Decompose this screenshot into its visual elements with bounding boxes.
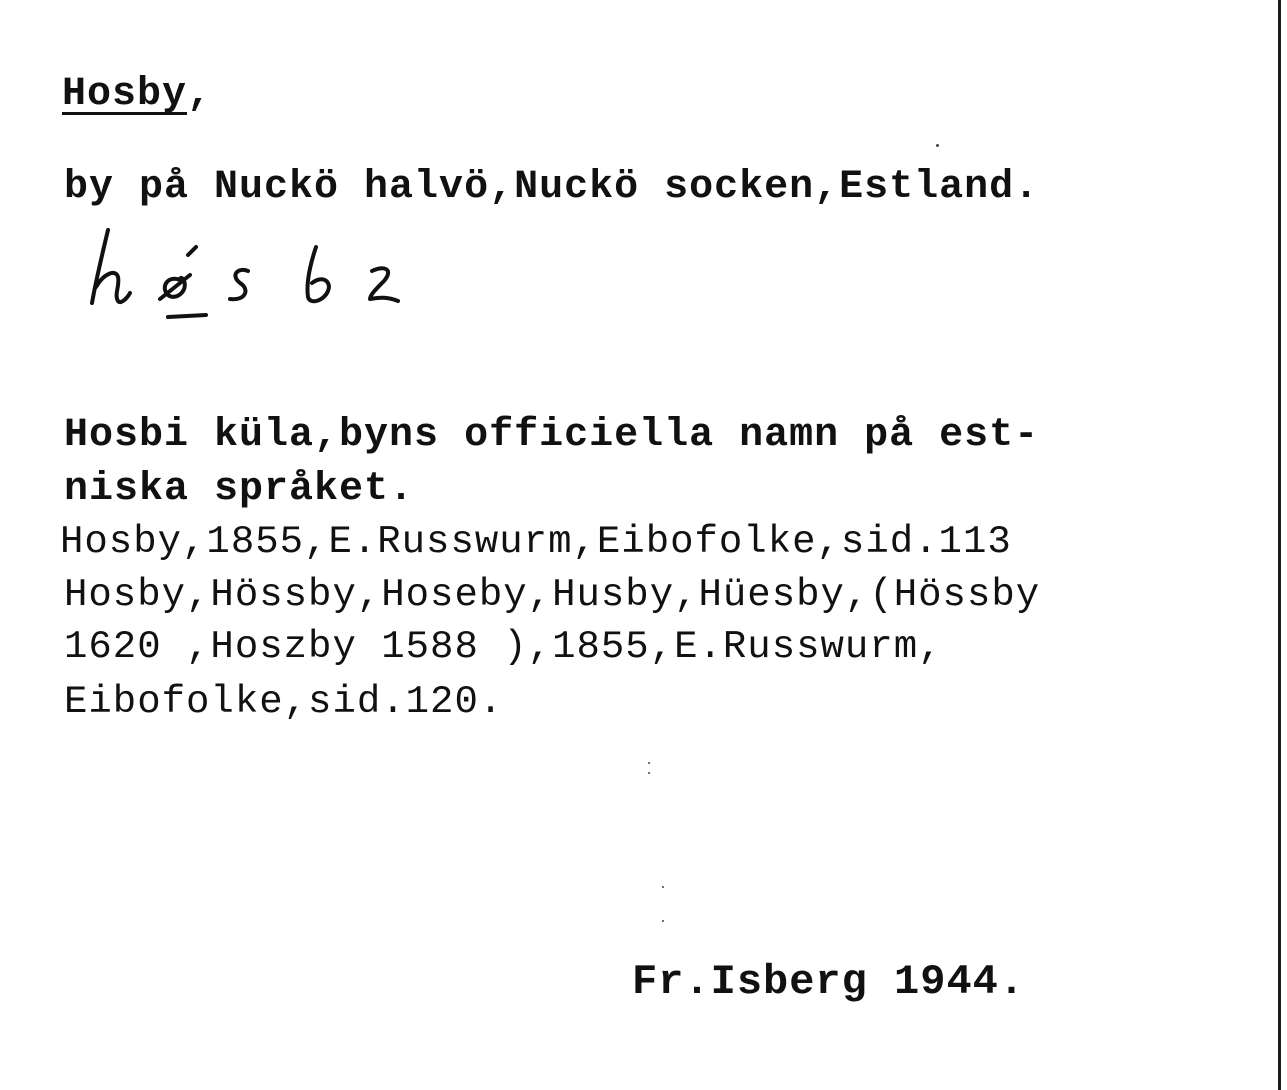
forms-line-1: Hosby,Hössby,Hoseby,Husby,Hüesby,(Hössby: [64, 573, 1041, 617]
estonian-name-line-2: niska språket.: [64, 467, 415, 512]
headword-punct: ,: [187, 72, 213, 117]
forms-line-3: Eibofolke,sid.120.: [64, 680, 504, 724]
card-edge: [1278, 0, 1281, 1090]
description: by på Nuckö halvö,Nuckö socken,Estland.: [64, 165, 1040, 210]
forms-line-2: 1620 ,Hoszby 1588 ),1855,E.Russwurm,: [64, 625, 943, 669]
paper-speck: [662, 886, 664, 888]
signature: Fr.Isberg 1944.: [632, 958, 1026, 1006]
paper-speck: [648, 772, 650, 774]
paper-speck: [662, 920, 664, 922]
headword: Hosby: [62, 72, 188, 117]
paper-speck: [936, 144, 939, 147]
estonian-name-line-1: Hosbi küla,byns officiella namn på est-: [64, 413, 1040, 458]
handwriting-icon: [88, 225, 408, 325]
reference-1: Hosby,1855,E.Russwurm,Eibofolke,sid.113: [60, 520, 1012, 564]
handwritten-phonetic: [88, 225, 408, 325]
paper-speck: [648, 762, 650, 764]
headword-line: [62, 72, 212, 117]
